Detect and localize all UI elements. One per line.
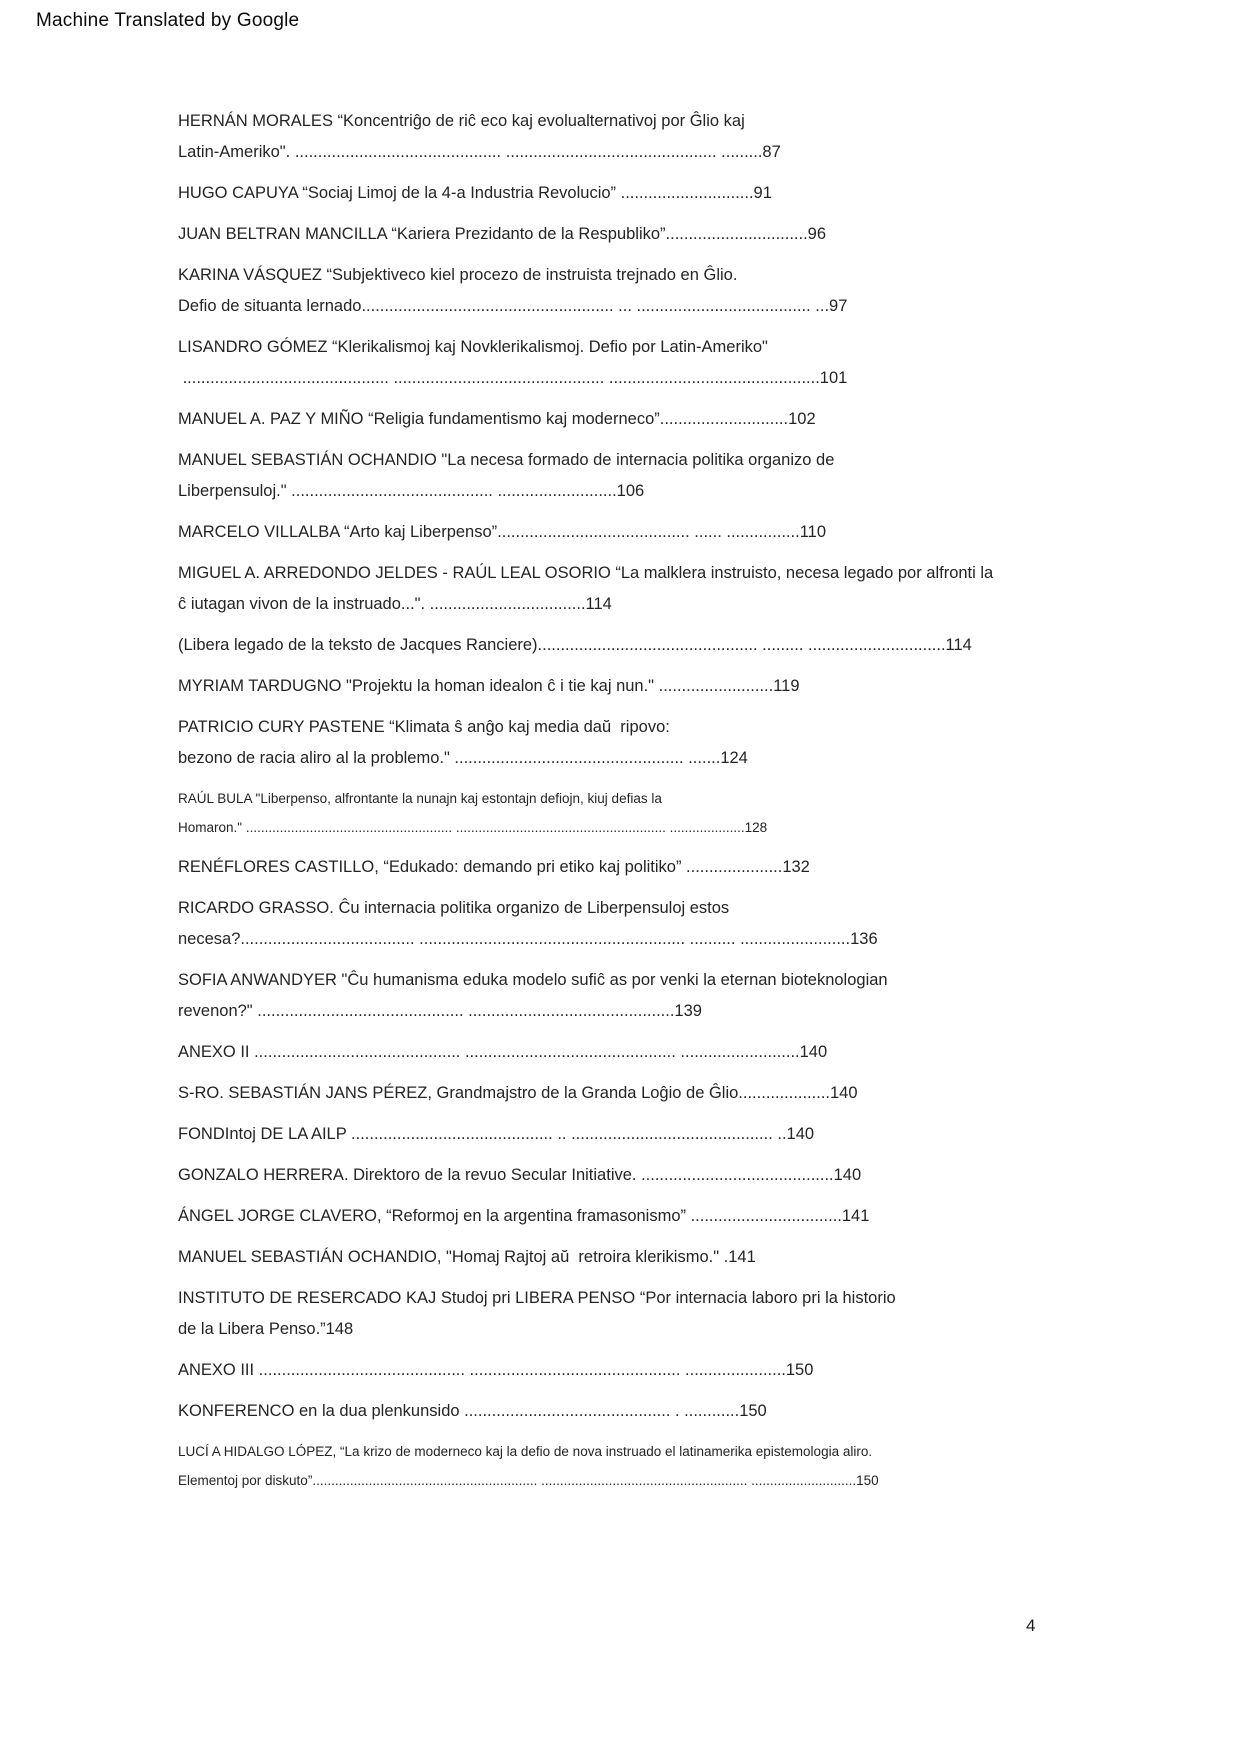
toc-entry-line: HUGO CAPUYA “Sociaj Limoj de la 4-a Industria Revolucio” .............................91 [178, 184, 772, 202]
toc-entry-line: LISANDRO GÓMEZ “Klerikalismoj kaj Novklerikalismoj. Defio por Latin-Ameriko" [178, 338, 768, 356]
toc-entry-line: Liberpensuloj." ............................................ ..........................106 [178, 482, 645, 500]
toc-entry [178, 1396, 1088, 1427]
toc-entry-line: RENÉFLORES CASTILLO, “Edukado: demando pri etiko kaj politiko” .....................132 [178, 858, 810, 876]
toc-entry [178, 445, 1088, 507]
toc-entry-line: ANEXO III ............................................. .............................................. ......................150 [178, 1361, 814, 1379]
toc-entry-line: GONZALO HERRERA. Direktoro de la revuo Secular Initiative. ..........................................140 [178, 1166, 862, 1184]
toc-entry [178, 1037, 1088, 1068]
toc-entry-line: Elementoj por diskuto”............................................................ ....................................................... ............................150 [178, 1473, 879, 1488]
toc-entry-line: de la Libera Penso.”148 [178, 1320, 354, 1338]
toc-entry [178, 558, 1088, 620]
toc-entry-line: MANUEL SEBASTIÁN OCHANDIO, "Homaj Rajtoj aŭ retroira klerikismo." .141 [178, 1248, 756, 1266]
toc-entry [178, 1437, 1088, 1495]
toc-entry-line: S-RO. SEBASTIÁN JANS PÉREZ, Grandmajstro de la Granda Loĝio de Ĝlio....................140 [178, 1084, 858, 1102]
toc-entry-line: (Libera legado de la teksto de Jacques Ranciere)................................................ ......... ..............................114 [178, 636, 972, 654]
toc-entry [178, 784, 1088, 842]
toc-entry [178, 1160, 1088, 1191]
toc-entry-line: KARINA VÁSQUEZ “Subjektiveco kiel procezo de instruista trejnado en Ĝlio. [178, 266, 738, 284]
toc-entry-line: INSTITUTO DE RESERCADO KAJ Studoj pri LIBERA PENSO “Por internacia laboro pri la historio [178, 1289, 896, 1307]
toc-entry [178, 965, 1088, 1027]
toc-entry-line: JUAN BELTRAN MANCILLA “Kariera Prezidanto de la Respubliko”...............................96 [178, 225, 827, 243]
toc-entry-line: ANEXO II ............................................. .............................................. ..........................140 [178, 1043, 828, 1061]
toc-entry-line: RAÚL BULA "Liberpenso, alfrontante la nunajn kaj estontajn defiojn, kiuj defias la [178, 791, 662, 806]
toc-entry [178, 1355, 1088, 1386]
toc-entry [178, 404, 1088, 435]
toc-entry-line: MYRIAM TARDUGNO "Projektu la homan idealon ĉ i tie kaj nun." .........................119 [178, 677, 800, 695]
toc-entry [178, 893, 1088, 955]
toc-entry [178, 630, 1088, 661]
toc-entry [178, 1242, 1088, 1273]
toc-entry [178, 1119, 1088, 1150]
toc-entry-line: bezono de racia aliro al la problemo." .................................................. .......124 [178, 749, 748, 767]
toc-entry [178, 260, 1088, 322]
page-number: 4 [1026, 1616, 1036, 1635]
toc-entry [178, 517, 1088, 548]
toc-entry-line: revenon?" ............................................. .............................................139 [178, 1002, 702, 1020]
toc-entry-line: Homaron." ....................................................... ........................................................ ....................128 [178, 820, 768, 835]
toc-entry-line: MIGUEL A. ARREDONDO JELDES - RAÚL LEAL OSORIO “La malklera instruisto, necesa legado por alfronti la [178, 564, 994, 582]
toc-entry-line: SOFIA ANWANDYER "Ĉu humanisma eduka modelo sufiĉ as por venki la eternan bioteknologian [178, 971, 888, 989]
toc-entry-line: Latin-Ameriko". ............................................. .............................................. .........87 [178, 143, 781, 161]
toc-entry [178, 1201, 1088, 1232]
toc-entry-line: ĉ iutagan vivon de la instruado...". ..................................114 [178, 595, 612, 613]
toc-entry [178, 1283, 1088, 1345]
toc-entry-line: MARCELO VILLALBA “Arto kaj Liberpenso”.......................................... ...... ................110 [178, 523, 827, 541]
toc-entry-line: necesa?...................................... .......................................................... .......... ........................136 [178, 930, 878, 948]
toc-entry [178, 712, 1088, 774]
toc-entry-line: Defio de situanta lernado....................................................... ... ...................................... ...97 [178, 297, 848, 315]
toc-entry [178, 219, 1088, 250]
machine-translated-watermark: Machine Translated by Google [36, 10, 300, 31]
toc-entry-line: FONDIntoj DE LA AILP ............................................ .. ............................................ ..140 [178, 1125, 815, 1143]
toc-entry-line: ÁNGEL JORGE CLAVERO, “Reformoj en la argentina framasonismo” .................................141 [178, 1207, 870, 1225]
toc-entry-line: RICARDO GRASSO. Ĉu internacia politika organizo de Liberpensuloj estos [178, 899, 730, 917]
toc-entry-line: LUCÍ A HIDALGO LÓPEZ, “La krizo de moderneco kaj la defio de nova instruado el latinamerika epistemologia aliro. [178, 1444, 873, 1459]
toc-entry [178, 106, 1088, 168]
toc-entry-line: HERNÁN MORALES “Koncentriĝo de riĉ eco kaj evolualternativoj por Ĝlio kaj [178, 112, 745, 130]
toc-entry-line: PATRICIO CURY PASTENE “Klimata ŝ anĝo kaj media daŭ ripovo: [178, 718, 670, 736]
toc-entry [178, 178, 1088, 209]
toc-entry [178, 671, 1088, 702]
toc-entry [178, 852, 1088, 883]
toc-entry [178, 1078, 1088, 1109]
toc-entry-line: MANUEL SEBASTIÁN OCHANDIO "La necesa formado de internacia politika organizo de [178, 451, 835, 469]
toc-entry-line: ............................................. .............................................. ..............................................101 [178, 369, 848, 387]
toc-entry [178, 332, 1088, 394]
toc-entry-line: KONFERENCO en la dua plenkunsido ............................................. . ............150 [178, 1402, 767, 1420]
toc-entry-line: MANUEL A. PAZ Y MIÑO “Religia fundamentismo kaj moderneco”............................102 [178, 410, 816, 428]
toc [178, 106, 1088, 1505]
